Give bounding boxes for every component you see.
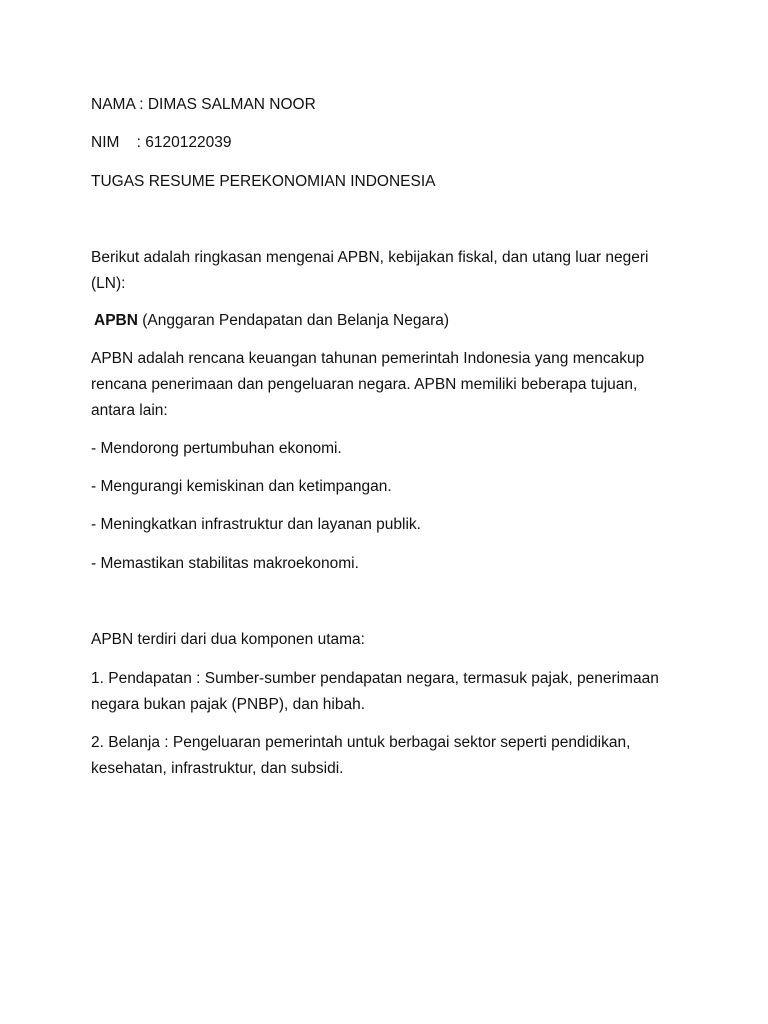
intro-paragraph: Berikut adalah ringkasan mengenai APBN, kebijakan fiskal, dan utang luar negeri (LN): [91, 249, 653, 292]
apbn-description-paragraph: APBN adalah rencana keuangan tahunan pemerintah Indonesia yang mencakup rencana penerimaan dan pengeluaran negara. APBN memiliki beberapa tujuan, antara lain: [91, 350, 649, 419]
task-title-line: TUGAS RESUME PEREKONOMIAN INDONESIA [91, 173, 436, 190]
apbn-heading-bold: APBN [94, 312, 138, 329]
goal-item: - Meningkatkan infrastruktur dan layanan publik. [91, 516, 421, 533]
apbn-heading-rest: (Anggaran Pendapatan dan Belanja Negara) [137, 312, 450, 329]
goal-item: - Mengurangi kemiskinan dan ketimpangan. [91, 478, 392, 495]
goal-item: - Mendorong pertumbuhan ekonomi. [91, 440, 342, 457]
component-item: 1. Pendapatan : Sumber-sumber pendapatan negara, termasuk pajak, penerimaan negara bukan pajak (PNBP), dan hibah. [91, 670, 664, 713]
goal-item: - Memastikan stabilitas makroekonomi. [91, 555, 359, 572]
components-intro: APBN terdiri dari dua komponen utama: [91, 631, 365, 648]
student-name-line: NAMA : DIMAS SALMAN NOOR [91, 96, 316, 113]
component-item: 2. Belanja : Pengeluaran pemerintah untuk berbagai sektor seperti pendidikan, kesehatan, infrastruktur, dan subsidi. [91, 734, 635, 777]
apbn-heading [94, 308, 694, 334]
student-nim-line: NIM : 6120122039 [91, 134, 232, 151]
